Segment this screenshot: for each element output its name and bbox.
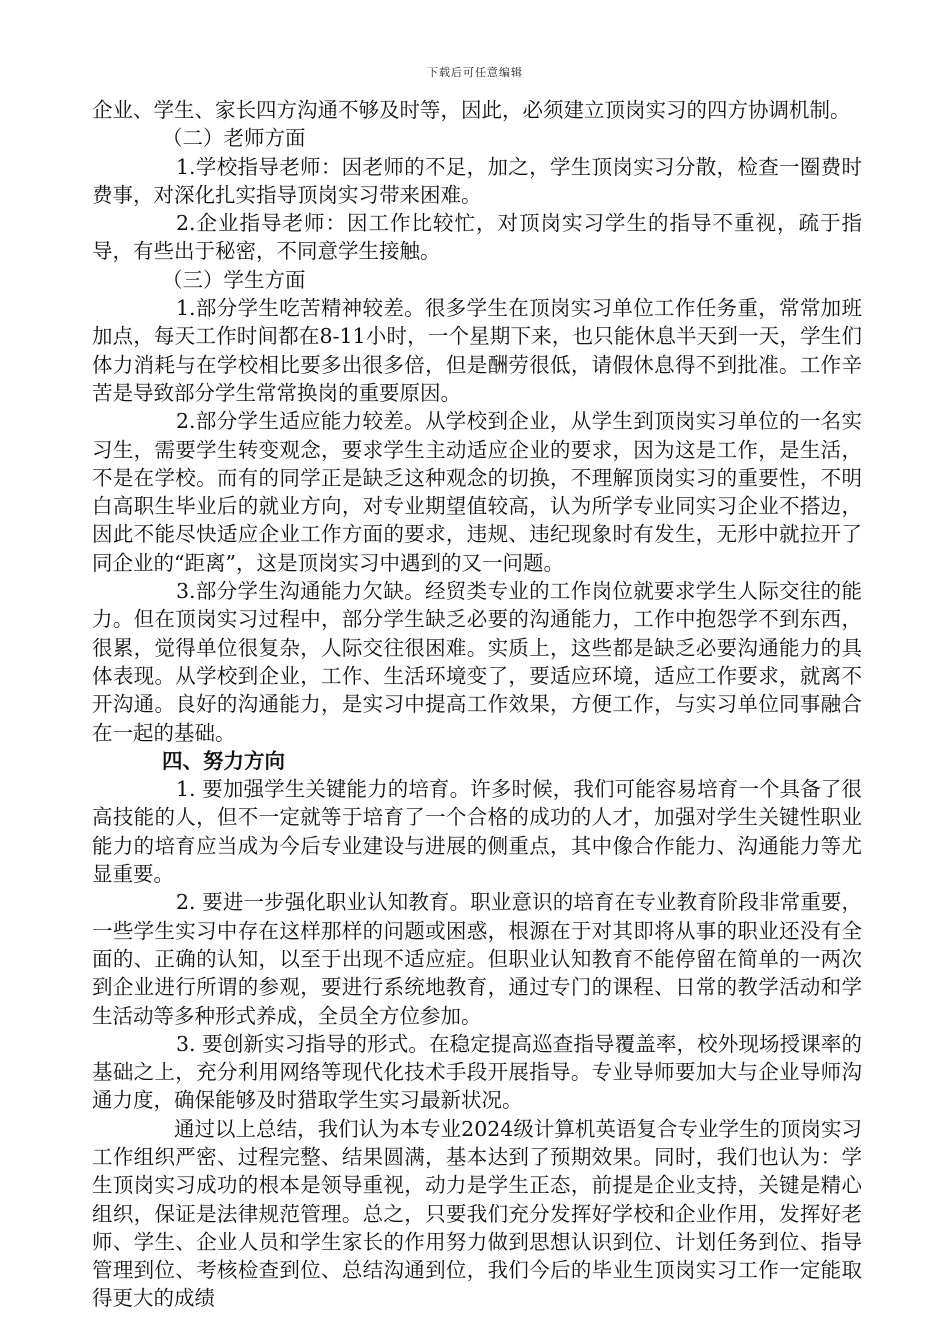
paragraph-continuation: 企业、学生、家长四方沟通不够及时等，因此，必须建立顶岗实习的四方协调机制。 <box>92 98 851 122</box>
paragraph-teacher-1: 1.学校指导老师：因老师的不足，加之，学生顶岗实习分散，检查一圈费时费事，对深化扎实指导顶岗实习带来困难。 <box>92 154 862 207</box>
paragraph-summary: 通过以上总结，我们认为本专业2024级计算机英语复合专业学生的顶岗实习工作组织严密、过程完整、结果圆满，基本达到了预期效果。同时，我们也认为：学生顶岗实习成功的根本是领导重视，动力是学生正态，前提是企业支持，关键是精心组织，保证是法律规范管理。总之，只要我们充分发挥好学校和企业作用，发挥好老师、学生、企业人员和学生家长的作用努力做到思想认识到位、计划任务到位、指导管理到位、考核检查到位、总结沟通到位，我们今后的毕业生顶岗实习工作一定能取得更大的成绩 <box>92 1116 862 1311</box>
paragraph-student-3: 3.部分学生沟通能力欠缺。经贸类专业的工作岗位就要求学生人际交往的能力。但在顶岗实习过程中，部分学生缺乏必要的沟通能力，工作中抱怨学不到东西，很累，觉得单位很复杂，人际交往很困难。实质上，这些都是缺乏必要沟通能力的具体表现。从学校到企业，工作、生活环境变了，要适应环境，适应工作要求，就离不开沟通。良好的沟通能力，是实习中提高工作效果，方便工作，与实习单位同事融合在一起的基础。 <box>92 579 862 745</box>
paragraph-teacher-2: 2.企业指导老师：因工作比较忙，对顶岗实习学生的指导不重视，疏于指导，有些出于秘密，不同意学生接触。 <box>92 211 862 264</box>
page-header: 下载后可任意编辑 <box>427 66 523 79</box>
paragraph-student-2: 2.部分学生适应能力较差。从学校到企业，从学生到顶岗实习单位的一名实习生，需要学生转变观念，要求学生主动适应企业的要求，因为这是工作，是生活，不是在学校。而有的同学正是缺乏这种观念的切换，不理解顶岗实习的重要性，不明白高职生毕业后的就业方向，对专业期望值较高，认为所学专业同实习企业不搭边，因此不能尽快适应企业工作方面的要求，违规、违纪现象时有发生，无形中就拉开了同企业的“距离”，这是顶岗实习中遇到的又一问题。 <box>92 409 862 575</box>
document-body <box>92 96 862 1313</box>
paragraph-direction-1: 1. 要加强学生关键能力的培育。许多时候，我们可能容易培育一个具备了很高技能的人，但不一定就等于培育了一个合格的成功的人才，加强对学生关键性职业能力的培育应当成为今后专业建设与进展的侧重点，其中像合作能力、沟通能力等尤显重要。 <box>92 777 862 887</box>
paragraph-direction-2: 2. 要进一步强化职业认知教育。职业意识的培育在专业教育阶段非常重要，一些学生实习中存在这样那样的问题或困惑，根源在于对其即将从事的职业还没有全面的、正确的认知，以至于出现不适应症。但职业认知教育不能停留在简单的一两次到企业进行所谓的参观，要进行系统地教育，通过专门的课程、日常的教学活动和学生活动等多种形式养成，全员全方位参加。 <box>92 890 862 1028</box>
paragraph-student-1: 1.部分学生吃苦精神较差。很多学生在顶岗实习单位工作任务重，常常加班加点，每天工作时间都在8-11小时，一个星期下来，也只能休息半天到一天，学生们体力消耗与在学校相比要多出很多倍，但是酬劳很低，请假休息得不到批准。工作辛苦是导致部分学生常常换岗的重要原因。 <box>92 296 862 405</box>
subheading-teacher: （二）老师方面 <box>162 126 306 151</box>
section-heading-direction: 四、努力方向 <box>162 748 285 773</box>
subheading-student: （三）学生方面 <box>162 267 306 292</box>
paragraph-direction-3: 3. 要创新实习指导的形式。在稳定提高巡查指导覆盖率，校外现场授课率的基础之上，充分利用网络等现代化技术手段开展指导。专业导师要加大与企业导师沟通力度，确保能够及时猎取学生实习最新状况。 <box>92 1031 862 1113</box>
